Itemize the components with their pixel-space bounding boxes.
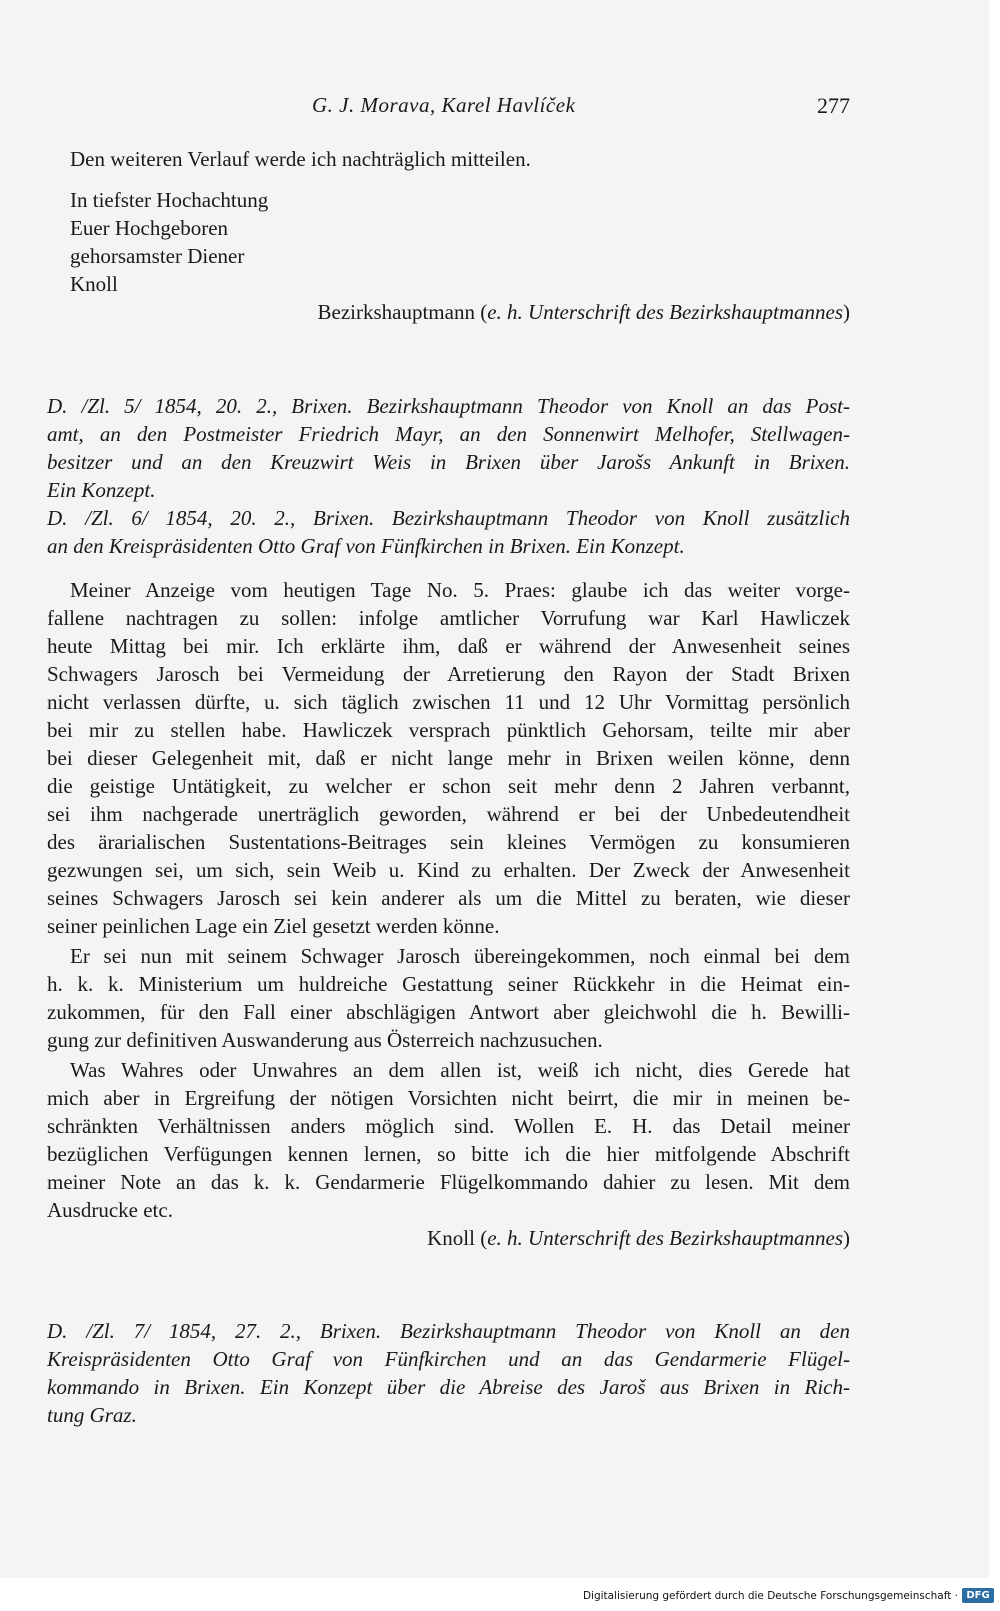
signature-line: [47, 1224, 850, 1252]
signature-italic: e. h. Unterschrift des Bezirkshauptmannes: [487, 1226, 843, 1250]
body-line: heute Mittag bei mir. Ich erklärte ihm, daß er während der Anwesenheit seines: [47, 634, 850, 658]
entry-line: Ein Konzept.: [47, 478, 156, 502]
body-line: bezüglichen Verfügungen kennen lernen, so bitte ich die hier mitfolgende Abschrift: [47, 1142, 850, 1166]
page-number: 277: [817, 93, 850, 118]
closing-line: Den weiteren Verlauf werde ich nachträglich mitteilen.: [70, 147, 531, 171]
body-line: h. k. k. Ministerium um huldreiche Gestattung seiner Rückkehr in die Heimat ein-: [47, 972, 850, 996]
body-line: gung zur definitiven Auswanderung aus Österreich nachzusuchen.: [47, 1028, 603, 1052]
signature-line: [47, 298, 850, 326]
salutation-line: gehorsamster Diener: [70, 244, 245, 268]
body-line: Was Wahres oder Unwahres an dem allen ist, weiß ich nicht, dies Gerede hat: [70, 1058, 850, 1082]
body-line: nicht verlassen dürfte, u. sich täglich zwischen 11 und 12 Uhr Vormittag persönlich: [47, 690, 850, 714]
signature-close: ): [843, 300, 850, 324]
entry-line: D. /Zl. 7/ 1854, 27. 2., Brixen. Bezirkshauptmann Theodor von Knoll an den: [47, 1319, 850, 1343]
entry-line: D. /Zl. 5/ 1854, 20. 2., Brixen. Bezirkshauptmann Theodor von Knoll an das Post-: [47, 394, 850, 418]
entry-line: an den Kreispräsidenten Otto Graf von Fünfkirchen in Brixen. Ein Konzept.: [47, 534, 685, 558]
body-line: mich aber in Ergreifung der nötigen Vorsichten nicht beirrt, die mir in meinen be-: [47, 1086, 850, 1110]
body-line: die geistige Untätigkeit, zu welcher er schon seit mehr denn 2 Jahren verbannt,: [47, 774, 850, 798]
salutation-line: In tiefster Hochachtung: [70, 188, 269, 212]
header-title: G. J. Morava, Karel Havlíček: [312, 93, 576, 117]
body-line: Schwagers Jarosch bei Vermeidung der Arretierung den Rayon der Stadt Brixen: [47, 662, 850, 686]
body-line: zukommen, für den Fall einer abschlägigen Antwort aber gleichwohl die h. Bewilli-: [47, 1000, 850, 1024]
body-line: Meiner Anzeige vom heutigen Tage No. 5. Praes: glaube ich das weiter vorge-: [70, 578, 850, 602]
body-line: fallene nachtragen zu sollen: infolge amtlicher Vorrufung war Karl Hawliczek: [47, 606, 850, 630]
salutation-line: Euer Hochgeboren: [70, 216, 229, 240]
signature-plain: Knoll (: [427, 1226, 488, 1250]
body-line: meiner Note an das k. k. Gendarmerie Flügelkommando dahier zu lesen. Mit dem: [47, 1170, 850, 1194]
body-line: seiner peinlichen Lage ein Ziel gesetzt werden könne.: [47, 914, 500, 938]
entry-line: Kreispräsidenten Otto Graf von Fünfkirchen und an das Gendarmerie Flügel-: [47, 1347, 850, 1371]
body-line: Er sei nun mit seinem Schwager Jarosch übereingekommen, noch einmal bei dem: [70, 944, 850, 968]
body-line: sei ihm nachgerade unerträglich geworden, während er bei der Unbedeutendheit: [47, 802, 850, 826]
entry-line: tung Graz.: [47, 1403, 137, 1427]
body-line: seines Schwagers Jarosch sei kein anderer als um die Mittel zu beraten, wie dieser: [47, 886, 850, 910]
body-line: bei mir zu stellen habe. Hawliczek versprach pünktlich Gehorsam, teilte mir aber: [47, 718, 850, 742]
body-line: bei dieser Gelegenheit mit, daß er nicht lange mehr in Brixen weilen könne, denn: [47, 746, 850, 770]
running-header: [40, 93, 850, 127]
body-line: Ausdrucke etc.: [47, 1198, 173, 1222]
signature-close: ): [843, 1226, 850, 1250]
signature-plain: Bezirkshauptmann (: [317, 300, 488, 324]
entry-line: D. /Zl. 6/ 1854, 20. 2., Brixen. Bezirkshauptmann Theodor von Knoll zusätzlich: [47, 506, 850, 530]
body-line: schränkten Verhältnissen anders möglich sind. Wollen E. H. das Detail meiner: [47, 1114, 850, 1138]
entry-line: besitzer und an den Kreuzwirt Weis in Brixen über Jarošs Ankunft in Brixen.: [47, 450, 850, 474]
signature-italic: e. h. Unterschrift des Bezirkshauptmannes: [487, 300, 843, 324]
body-line: gezwungen sei, um sich, sein Weib u. Kind zu erhalten. Der Zweck der Anwesenheit: [47, 858, 850, 882]
salutation-line: Knoll: [70, 272, 118, 296]
entry-line: kommando in Brixen. Ein Konzept über die Abreise des Jaroš aus Brixen in Rich-: [47, 1375, 850, 1399]
entry-line: amt, an den Postmeister Friedrich Mayr, an den Sonnenwirt Melhofer, Stellwagen-: [47, 422, 850, 446]
dfg-logo: DFG: [962, 1588, 994, 1603]
body-line: des ärarialischen Sustentations-Beitrages sein kleines Vermögen zu konsumieren: [47, 830, 850, 854]
footer-credit: Digitalisierung gefördert durch die Deutsche Forschungsgemeinschaft ·: [582, 1590, 958, 1602]
